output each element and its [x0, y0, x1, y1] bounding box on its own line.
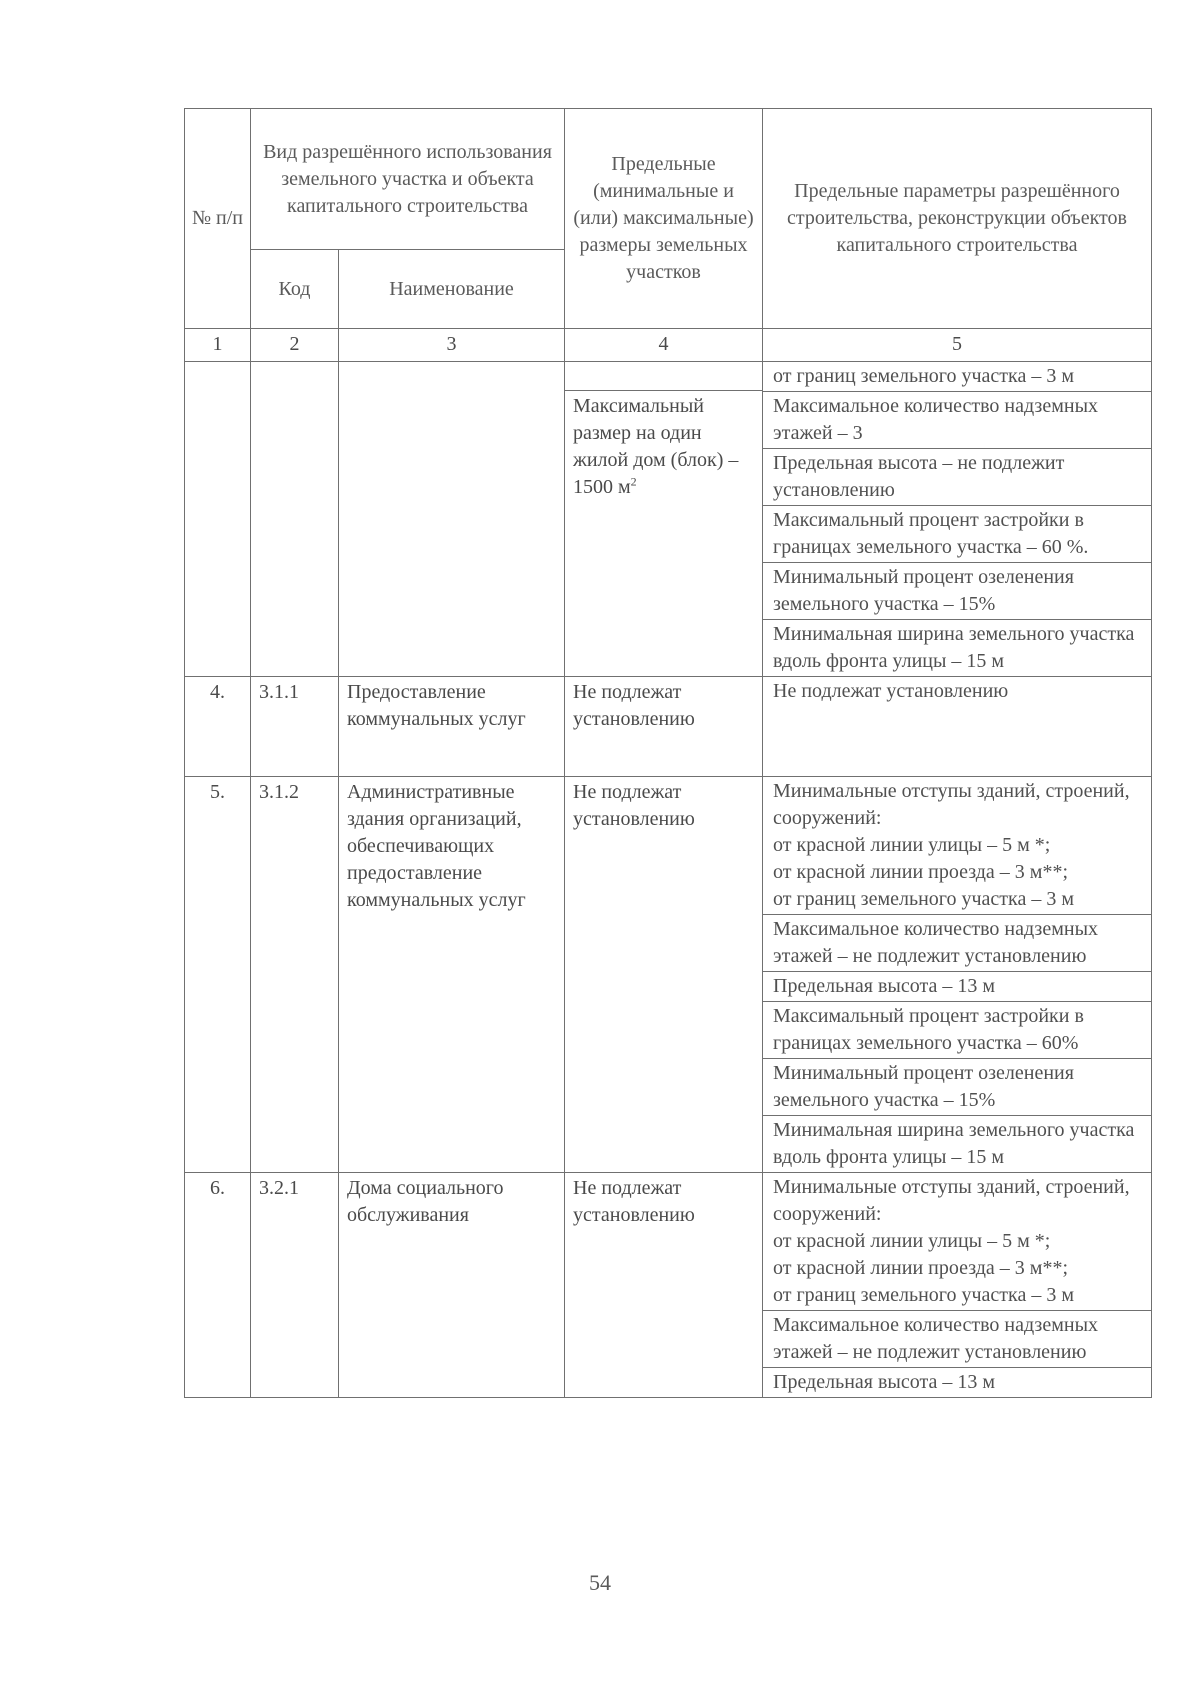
param-item: Предельная высота – 13 м	[773, 1371, 996, 1393]
page-number: 54	[589, 1570, 611, 1595]
cell-code: 3.1.2	[251, 777, 339, 1173]
column-number: 1	[185, 329, 251, 362]
cell-size	[565, 362, 763, 677]
param-item: Максимальный процент застройки в границах земельного участка – 60%	[763, 1002, 1151, 1059]
param-item: Максимальное количество надземных этажей – не подлежит установлению	[763, 1311, 1151, 1368]
header-permitted-use: Вид разрешённого использования земельного участка и объекта капитального строительства	[251, 109, 565, 250]
header-plot-sizes: Предельные (минимальные и (или) максимальные) размеры земельных участков	[565, 109, 763, 329]
table-row	[185, 1173, 1152, 1398]
max-plot-size-text: Максимальный размер на один жилой дом (блок) – 1500 м	[573, 395, 739, 498]
column-number: 5	[763, 329, 1152, 362]
cell-num: 5.	[185, 777, 251, 1173]
land-use-table	[184, 108, 1152, 1398]
param-item: Максимальное количество надземных этажей – 3	[763, 392, 1151, 449]
cell-name: Дома социального обслуживания	[339, 1173, 565, 1398]
cell-size: Не подлежат установлению	[565, 1173, 763, 1398]
param-item: Минимальные отступы зданий, строений, сооружений: от красной линии улицы – 5 м *; от красной линии проезда – 3 м**; от границ земельного участка – 3 м	[763, 1173, 1151, 1311]
cell-size: Не подлежат установлению	[565, 677, 763, 777]
param-item: Предельная высота – 13 м	[763, 972, 1151, 1002]
param-item: Максимальный процент застройки в границах земельного участка – 60 %.	[763, 506, 1151, 563]
column-number-row	[185, 329, 1152, 362]
param-item: Минимальный процент озеленения земельного участка – 15%	[763, 563, 1151, 620]
cell-code	[251, 362, 339, 677]
param-item: Максимальное количество надземных этажей – не подлежит установлению	[763, 915, 1151, 972]
cell-num: 6.	[185, 1173, 251, 1398]
param-item: Предельная высота – не подлежит установлению	[763, 449, 1151, 506]
param-item: Минимальные отступы зданий, строений, сооружений: от красной линии улицы – 5 м *; от красной линии проезда – 3 м**; от границ земельного участка – 3 м	[763, 777, 1151, 915]
cell-parameters	[763, 1173, 1152, 1398]
cell-name	[339, 362, 565, 677]
cell-code: 3.1.1	[251, 677, 339, 777]
table-row	[185, 777, 1152, 1173]
cell-size: Не подлежат установлению	[565, 777, 763, 1173]
param-item: от границ земельного участка – 3 м	[763, 362, 1151, 392]
cell-parameters	[763, 777, 1152, 1173]
column-number: 2	[251, 329, 339, 362]
cell-num	[185, 362, 251, 677]
param-item: Минимальная ширина земельного участка вдоль фронта улицы – 15 м	[773, 623, 1135, 672]
header-row-top	[185, 109, 1152, 250]
table-row-continued	[185, 362, 1152, 677]
header-num: № п/п	[185, 109, 251, 329]
param-item: Минимальная ширина земельного участка вдоль фронта улицы – 15 м	[773, 1119, 1135, 1168]
header-name: Наименование	[339, 250, 565, 329]
column-number: 3	[339, 329, 565, 362]
table-row	[185, 677, 1152, 777]
header-parameters: Предельные параметры разрешённого строительства, реконструкции объектов капитального строительства	[763, 109, 1152, 329]
cell-num: 4.	[185, 677, 251, 777]
max-plot-size	[565, 391, 762, 503]
param-item: Минимальный процент озеленения земельного участка – 15%	[763, 1059, 1151, 1116]
cell-name: Предоставление коммунальных услуг	[339, 677, 565, 777]
cell-name: Административные здания организаций, обеспечивающих предоставление коммунальных услуг	[339, 777, 565, 1173]
cell-code: 3.2.1	[251, 1173, 339, 1398]
cell-parameters	[763, 677, 1152, 777]
param-item: Не подлежат установлению	[773, 680, 1009, 702]
square-superscript: 2	[630, 474, 637, 489]
column-number: 4	[565, 329, 763, 362]
cell-parameters	[763, 362, 1152, 677]
header-code: Код	[251, 250, 339, 329]
